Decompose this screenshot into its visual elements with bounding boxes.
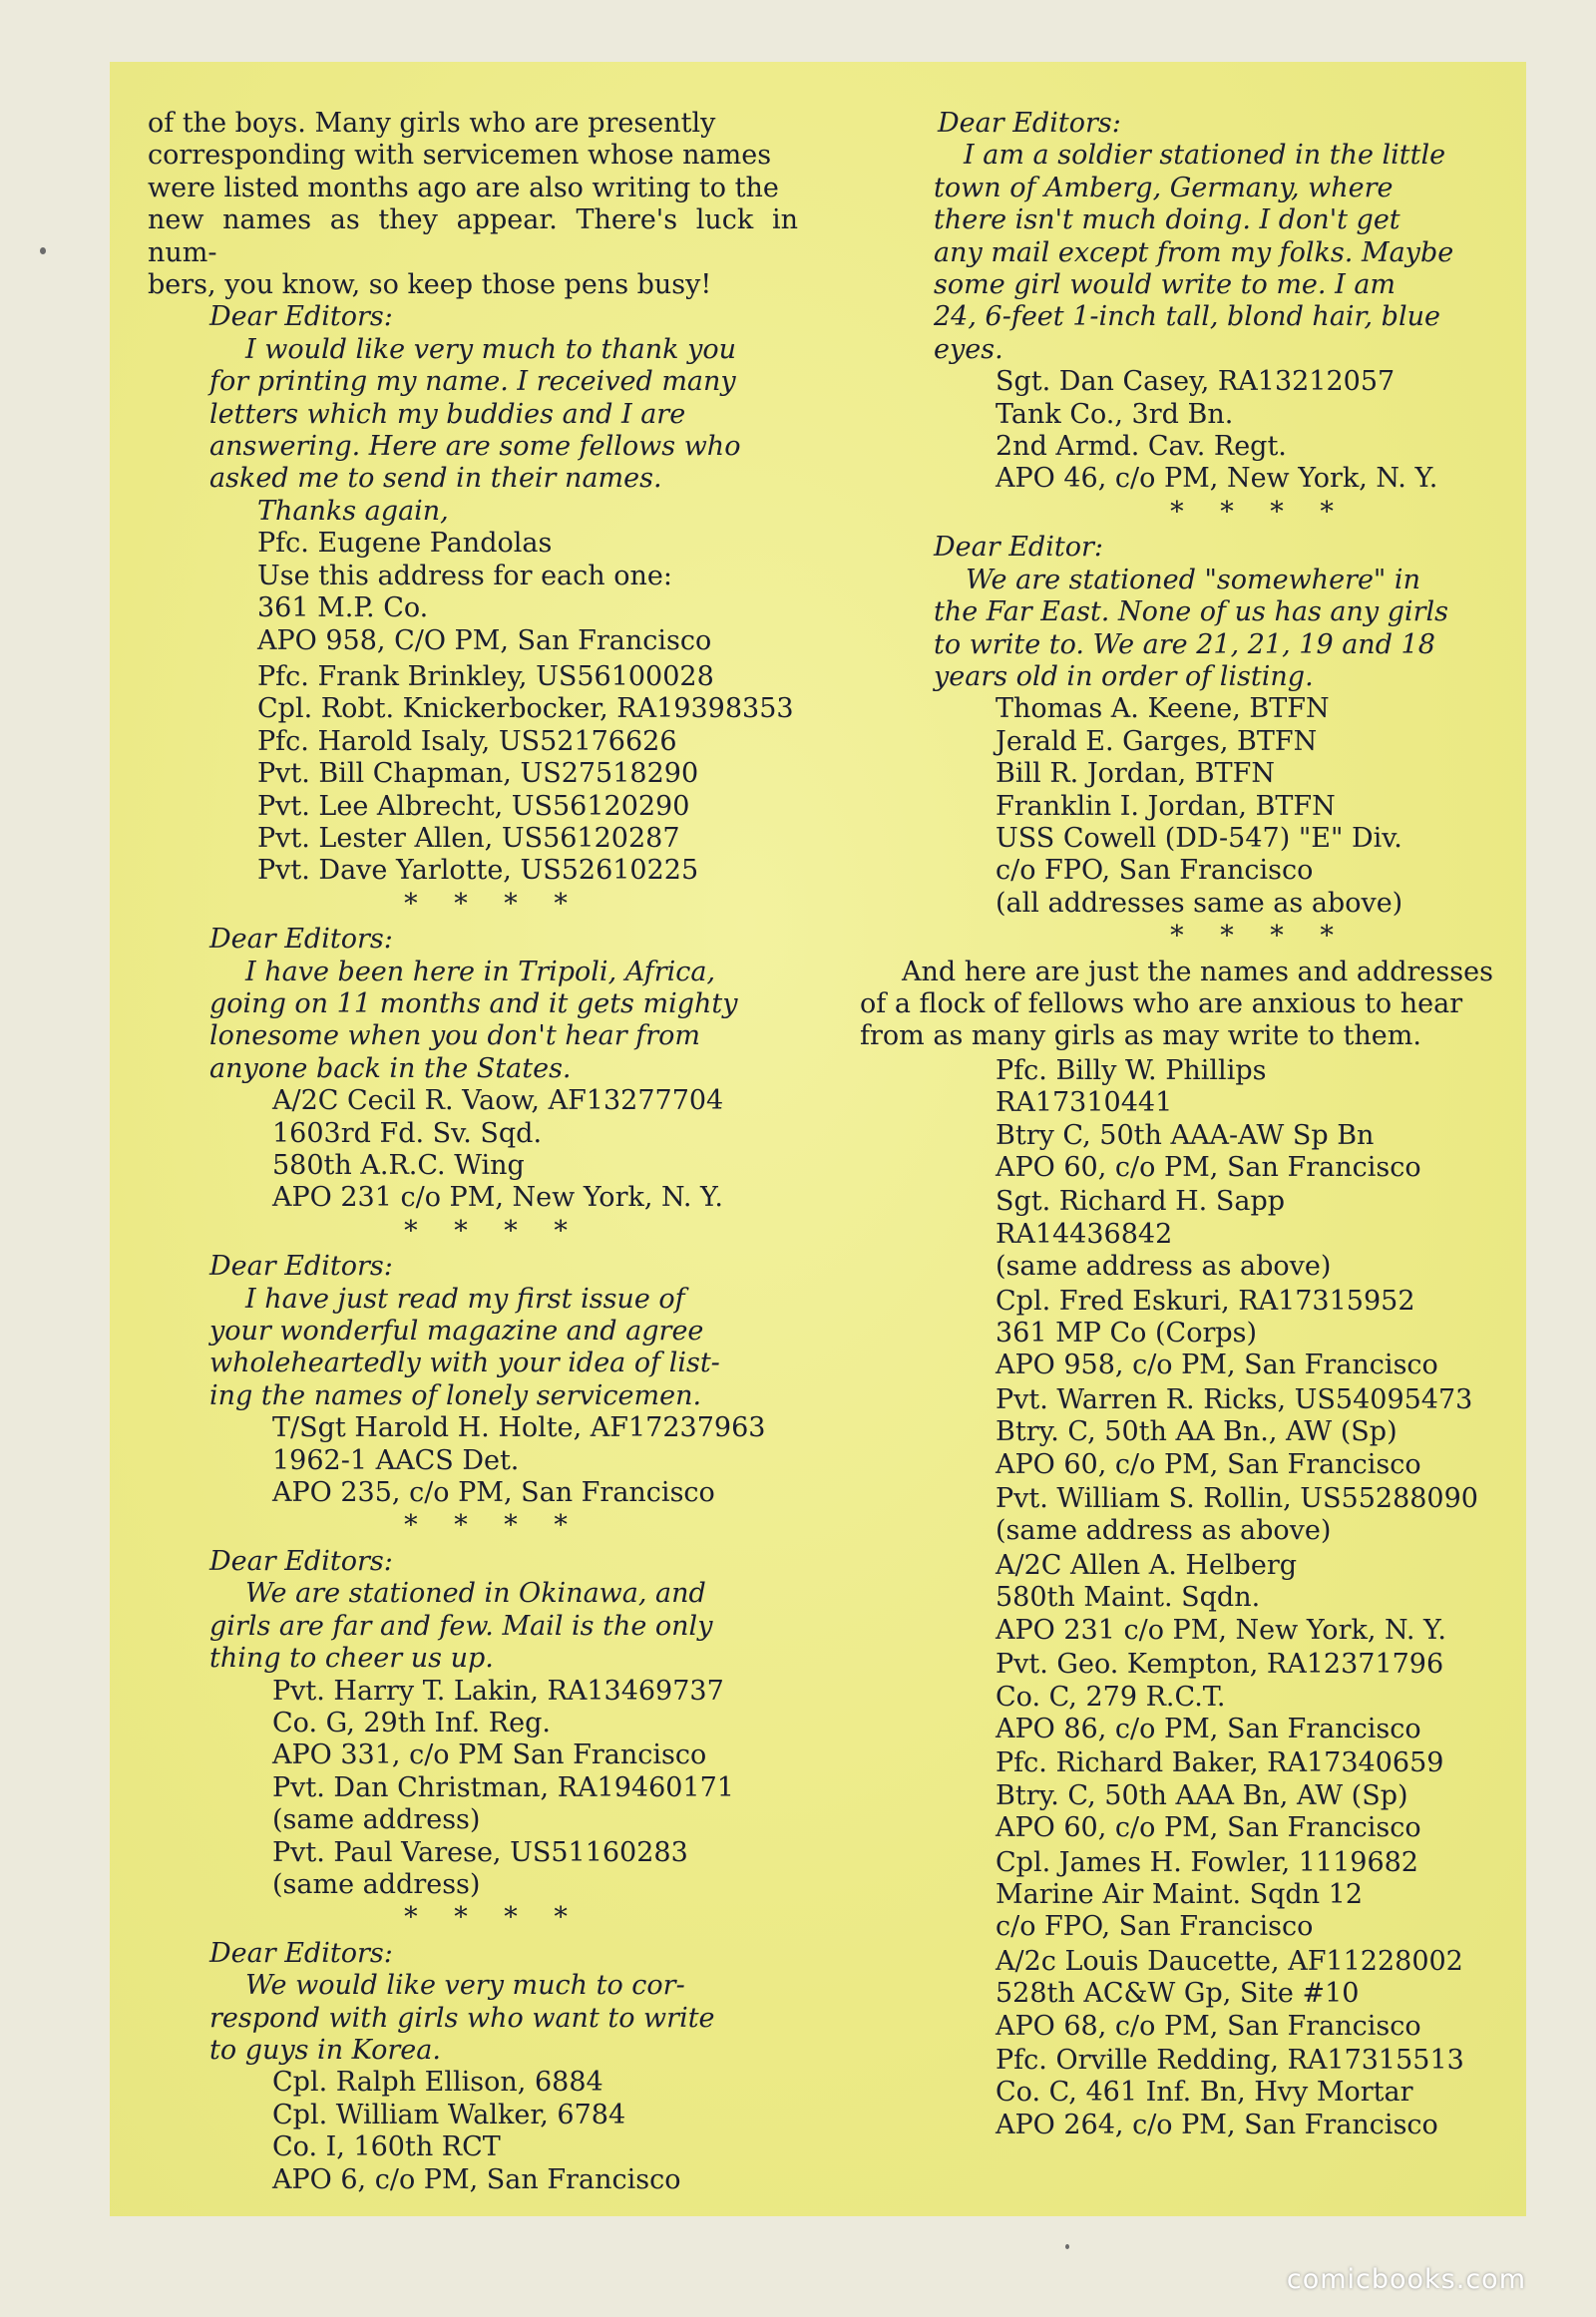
letter-body-line: girls are far and few. Mail is the only: [209, 1610, 713, 1642]
entry-line: Pfc. Richard Baker, RA17340659: [996, 1747, 1444, 1779]
serviceman-entry: [996, 1649, 1528, 1745]
right-column: [860, 108, 1528, 2141]
address-line: Co. G, 29th Inf. Reg.: [272, 1707, 551, 1738]
address-block: [272, 1085, 798, 1215]
letter-body-line: to guys in Korea.: [209, 2034, 441, 2066]
print-speck: [1065, 2244, 1069, 2249]
address-line: Sgt. Dan Casey, RA13212057: [996, 366, 1396, 398]
name-list: [257, 661, 798, 888]
name-entry: Pvt. Bill Chapman, US27518290: [257, 758, 699, 790]
entry-line: Btry. C, 50th AAA Bn, AW (Sp): [996, 1779, 1408, 1811]
address-line: APO 235, c/o PM, San Francisco: [272, 1477, 715, 1509]
address-line: (same address): [272, 1804, 481, 1836]
address-line: A/2C Cecil R. Vaow, AF13277704: [272, 1085, 724, 1117]
letter: [148, 1251, 798, 1543]
entry-line: Pfc. Orville Redding, RA17315513: [996, 2044, 1464, 2076]
signature-line: 361 M.P. Co.: [257, 592, 429, 624]
intro-line: of the boys. Many girls who are presently: [148, 108, 716, 139]
letter-body-line: anyone back in the States.: [209, 1052, 572, 1084]
address-block: [272, 1676, 798, 1902]
letter-greeting: Dear Editor:: [934, 532, 1103, 564]
entry-line: RA17310441: [996, 1087, 1173, 1119]
letter: [148, 301, 798, 921]
entry-line: Co. C, 279 R.C.T.: [996, 1681, 1226, 1713]
entry-line: (same address as above): [996, 1515, 1332, 1547]
entry-line: APO 60, c/o PM, San Francisco: [996, 1812, 1421, 1844]
letter-body-line: town of Amberg, Germany, where: [934, 172, 1394, 203]
entry-line: Pvt. Warren R. Ricks, US54095473: [996, 1383, 1473, 1415]
letter-body-line: letters which my buddies and I are: [209, 398, 686, 430]
letter-greeting: Dear Editors:: [209, 1251, 393, 1283]
letter-greeting: Dear Editors:: [209, 924, 393, 956]
address-line: 1962-1 AACS Det.: [272, 1444, 520, 1476]
entry-line: Cpl. James H. Fowler, 1119682: [996, 1846, 1418, 1878]
letter-body-line: years old in order of listing.: [934, 660, 1314, 692]
serviceman-entry: [996, 1550, 1528, 1647]
entry-line: APO 264, c/o PM, San Francisco: [996, 2109, 1438, 2140]
outro-line: from as many girls as may write to them.: [860, 1020, 1421, 1052]
entry-line: 361 MP Co (Corps): [996, 1318, 1258, 1350]
address-line: Co. I, 160th RCT: [272, 2131, 501, 2163]
address-line: T/Sgt Harold H. Holte, AF17237963: [272, 1412, 766, 1444]
intro-line: bers, you know, so keep those pens busy!: [148, 269, 712, 301]
section-separator: * * * *: [404, 1215, 582, 1247]
site-watermark: comicbooks.com: [1286, 2264, 1526, 2295]
entry-line: A/2c Louis Daucette, AF11228002: [996, 1945, 1463, 1977]
letter-body-line: your wonderful magazine and agree: [209, 1316, 704, 1348]
letter-greeting: Dear Editors:: [209, 1545, 393, 1577]
letter-body-line: to write to. We are 21, 21, 19 and 18: [934, 628, 1435, 660]
letter-body-line: I have just read my first issue of: [245, 1283, 685, 1315]
print-speck: [40, 247, 46, 254]
letter-body: [934, 140, 1528, 366]
entry-line: 528th AC&W Gp, Site #10: [996, 1978, 1360, 2010]
address-line: Cpl. Ralph Ellison, 6884: [272, 2067, 603, 2099]
entry-line: c/o FPO, San Francisco: [996, 1911, 1314, 1943]
serviceman-entry: [996, 2045, 1528, 2141]
letter-body-line: some girl would write to me. I am: [934, 269, 1396, 301]
letter-body-line: lonesome when you don't hear from: [209, 1020, 700, 1052]
letter-body-line: for printing my name. I received many: [209, 366, 736, 398]
intro-line: corresponding with servicemen whose names: [148, 140, 772, 172]
serviceman-entry: [996, 1946, 1528, 2043]
entry-line: Co. C, 461 Inf. Bn, Hvy Mortar: [996, 2077, 1413, 2109]
entry-line: APO 958, c/o PM, San Francisco: [996, 1350, 1438, 1381]
letter-body: [209, 1284, 798, 1413]
letter-signature: [257, 528, 798, 657]
serviceman-entry: [996, 1384, 1528, 1481]
letter-body-line: We are stationed "somewhere" in: [966, 564, 1420, 595]
section-separator: * * * *: [404, 888, 582, 920]
section-separator: * * * *: [404, 1902, 582, 1934]
letter: [860, 532, 1528, 953]
letter-body: [209, 1970, 798, 2067]
letter-body-line: We are stationed in Okinawa, and: [245, 1578, 706, 1610]
entry-line: APO 68, c/o PM, San Francisco: [996, 2010, 1421, 2042]
address-line: 580th A.R.C. Wing: [272, 1150, 525, 1181]
letter-body-line: asked me to send in their names.: [209, 463, 662, 495]
entry-line: RA14436842: [996, 1218, 1173, 1250]
letter-body-line: there isn't much doing. I don't get: [934, 204, 1400, 236]
address-line: APO 46, c/o PM, New York, N. Y.: [996, 463, 1438, 495]
letter: [860, 108, 1528, 529]
letter-body-line: I have been here in Tripoli, Africa,: [245, 956, 716, 987]
entry-line: APO 231 c/o PM, New York, N. Y.: [996, 1614, 1446, 1646]
letter-body-line: going on 11 months and it gets mighty: [209, 987, 738, 1019]
entry-line: A/2C Allen A. Helberg: [996, 1549, 1298, 1581]
address-line: USS Cowell (DD-547) "E" Div.: [996, 822, 1402, 854]
entry-line: Btry C, 50th AAA-AW Sp Bn: [996, 1119, 1375, 1151]
letter-body-line: the Far East. None of us has any girls: [934, 596, 1449, 628]
address-line: Thomas A. Keene, BTFN: [996, 693, 1330, 725]
address-line: Tank Co., 3rd Bn.: [996, 398, 1234, 430]
outro-line: of a flock of fellows who are anxious to hear: [860, 987, 1463, 1019]
serviceman-list: [996, 1055, 1528, 2141]
address-line: 1603rd Fd. Sv. Sqd.: [272, 1117, 543, 1149]
letter-greeting: Dear Editors:: [209, 301, 393, 333]
entry-line: (same address as above): [996, 1251, 1332, 1283]
entry-line: 580th Maint. Sqdn.: [996, 1582, 1261, 1614]
letter-body: [209, 333, 798, 496]
serviceman-entry: [996, 1747, 1528, 1844]
letter-greeting: Dear Editors:: [938, 108, 1121, 139]
address-line: APO 6, c/o PM, San Francisco: [272, 2163, 681, 2195]
letter-body: [209, 1578, 798, 1675]
section-separator: * * * *: [1170, 921, 1348, 953]
letter-body-line: I would like very much to thank you: [245, 333, 737, 365]
entry-line: Cpl. Fred Eskuri, RA17315952: [996, 1285, 1415, 1317]
name-entry: Pfc. Frank Brinkley, US56100028: [257, 660, 714, 692]
letter: [148, 1546, 798, 1935]
signature-line: Pfc. Eugene Pandolas: [257, 528, 553, 560]
entry-line: APO 86, c/o PM, San Francisco: [996, 1713, 1421, 1744]
address-line: c/o FPO, San Francisco: [996, 855, 1314, 887]
entry-line: Sgt. Richard H. Sapp: [996, 1186, 1286, 1218]
address-line: Jerald E. Garges, BTFN: [996, 725, 1318, 757]
serviceman-entry: [996, 1847, 1528, 1944]
entry-line: APO 60, c/o PM, San Francisco: [996, 1152, 1421, 1183]
name-entry: Pfc. Harold Isaly, US52176626: [257, 725, 677, 757]
address-block: [272, 1412, 798, 1509]
address-line: Pvt. Harry T. Lakin, RA13469737: [272, 1675, 724, 1707]
intro-paragraph: [148, 108, 798, 301]
address-line: 2nd Armd. Cav. Regt.: [996, 431, 1287, 463]
address-block: [996, 366, 1528, 496]
name-entry: Pvt. Dave Yarlotte, US52610225: [257, 855, 699, 887]
letter-greeting: Dear Editors:: [209, 1937, 393, 1969]
entry-line: Btry. C, 50th AA Bn., AW (Sp): [996, 1416, 1397, 1448]
entry-line: Pvt. William S. Rollin, US55288090: [996, 1483, 1478, 1515]
intro-line: were listed months ago are also writing to the: [148, 172, 779, 203]
name-entry: Cpl. Robt. Knickerbocker, RA19398353: [257, 693, 794, 725]
letter-body-line: respond with girls who want to write: [209, 2002, 715, 2034]
intro-line: new names as they appear. There's luck in num-: [148, 204, 798, 268]
letter-body-line: eyes.: [934, 333, 1003, 365]
letter-closing: Thanks again,: [257, 495, 449, 527]
letter-body-line: I am a soldier stationed in the little: [964, 140, 1446, 172]
outro-paragraph: [860, 957, 1528, 1053]
letter-body-line: answering. Here are some fellows who: [209, 431, 741, 463]
outro-line: And here are just the names and addresses: [902, 956, 1493, 987]
entry-line: APO 60, c/o PM, San Francisco: [996, 1448, 1421, 1480]
letter: [148, 1938, 798, 2196]
address-line: Franklin I. Jordan, BTFN: [996, 790, 1336, 822]
address-block: [272, 2067, 798, 2196]
address-line: Bill R. Jordan, BTFN: [996, 758, 1275, 790]
address-block: [996, 693, 1528, 920]
section-separator: * * * *: [404, 1510, 582, 1542]
letter-body-line: We would like very much to cor-: [245, 1970, 685, 2002]
serviceman-entry: [996, 1055, 1528, 1185]
address-line: (same address): [272, 1868, 481, 1900]
address-line: APO 331, c/o PM San Francisco: [272, 1739, 707, 1771]
signature-line: Use this address for each one:: [257, 560, 672, 591]
letter-body-line: ing the names of lonely servicemen.: [209, 1379, 702, 1411]
serviceman-entry: [996, 1186, 1528, 1283]
letter-body: [934, 565, 1528, 694]
serviceman-entry: [996, 1286, 1528, 1382]
address-line: Cpl. William Walker, 6784: [272, 2099, 626, 2130]
address-line: (all addresses same as above): [996, 887, 1403, 919]
address-line: Pvt. Dan Christman, RA19460171: [272, 1771, 734, 1803]
address-line: APO 231 c/o PM, New York, N. Y.: [272, 1182, 723, 1214]
name-entry: Pvt. Lester Allen, US56120287: [257, 822, 680, 854]
address-line: Pvt. Paul Varese, US51160283: [272, 1836, 688, 1868]
left-column: [148, 108, 798, 2196]
entry-line: Pvt. Geo. Kempton, RA12371796: [996, 1649, 1444, 1681]
signature-line: APO 958, C/O PM, San Francisco: [257, 624, 712, 656]
letter-body: [209, 957, 798, 1086]
section-separator: * * * *: [1170, 496, 1348, 528]
serviceman-entry: [996, 1483, 1528, 1548]
name-entry: Pvt. Lee Albrecht, US56120290: [257, 790, 690, 822]
letter-body-line: any mail except from my folks. Maybe: [934, 236, 1454, 268]
letter: [148, 924, 798, 1248]
entry-line: Marine Air Maint. Sqdn 12: [996, 1878, 1364, 1910]
letter-body-line: 24, 6-feet 1-inch tall, blond hair, blue: [934, 301, 1440, 333]
entry-line: Pfc. Billy W. Phillips: [996, 1054, 1267, 1086]
letter-body-line: thing to cheer us up.: [209, 1643, 494, 1675]
letter-body-line: wholeheartedly with your idea of list-: [209, 1348, 720, 1379]
